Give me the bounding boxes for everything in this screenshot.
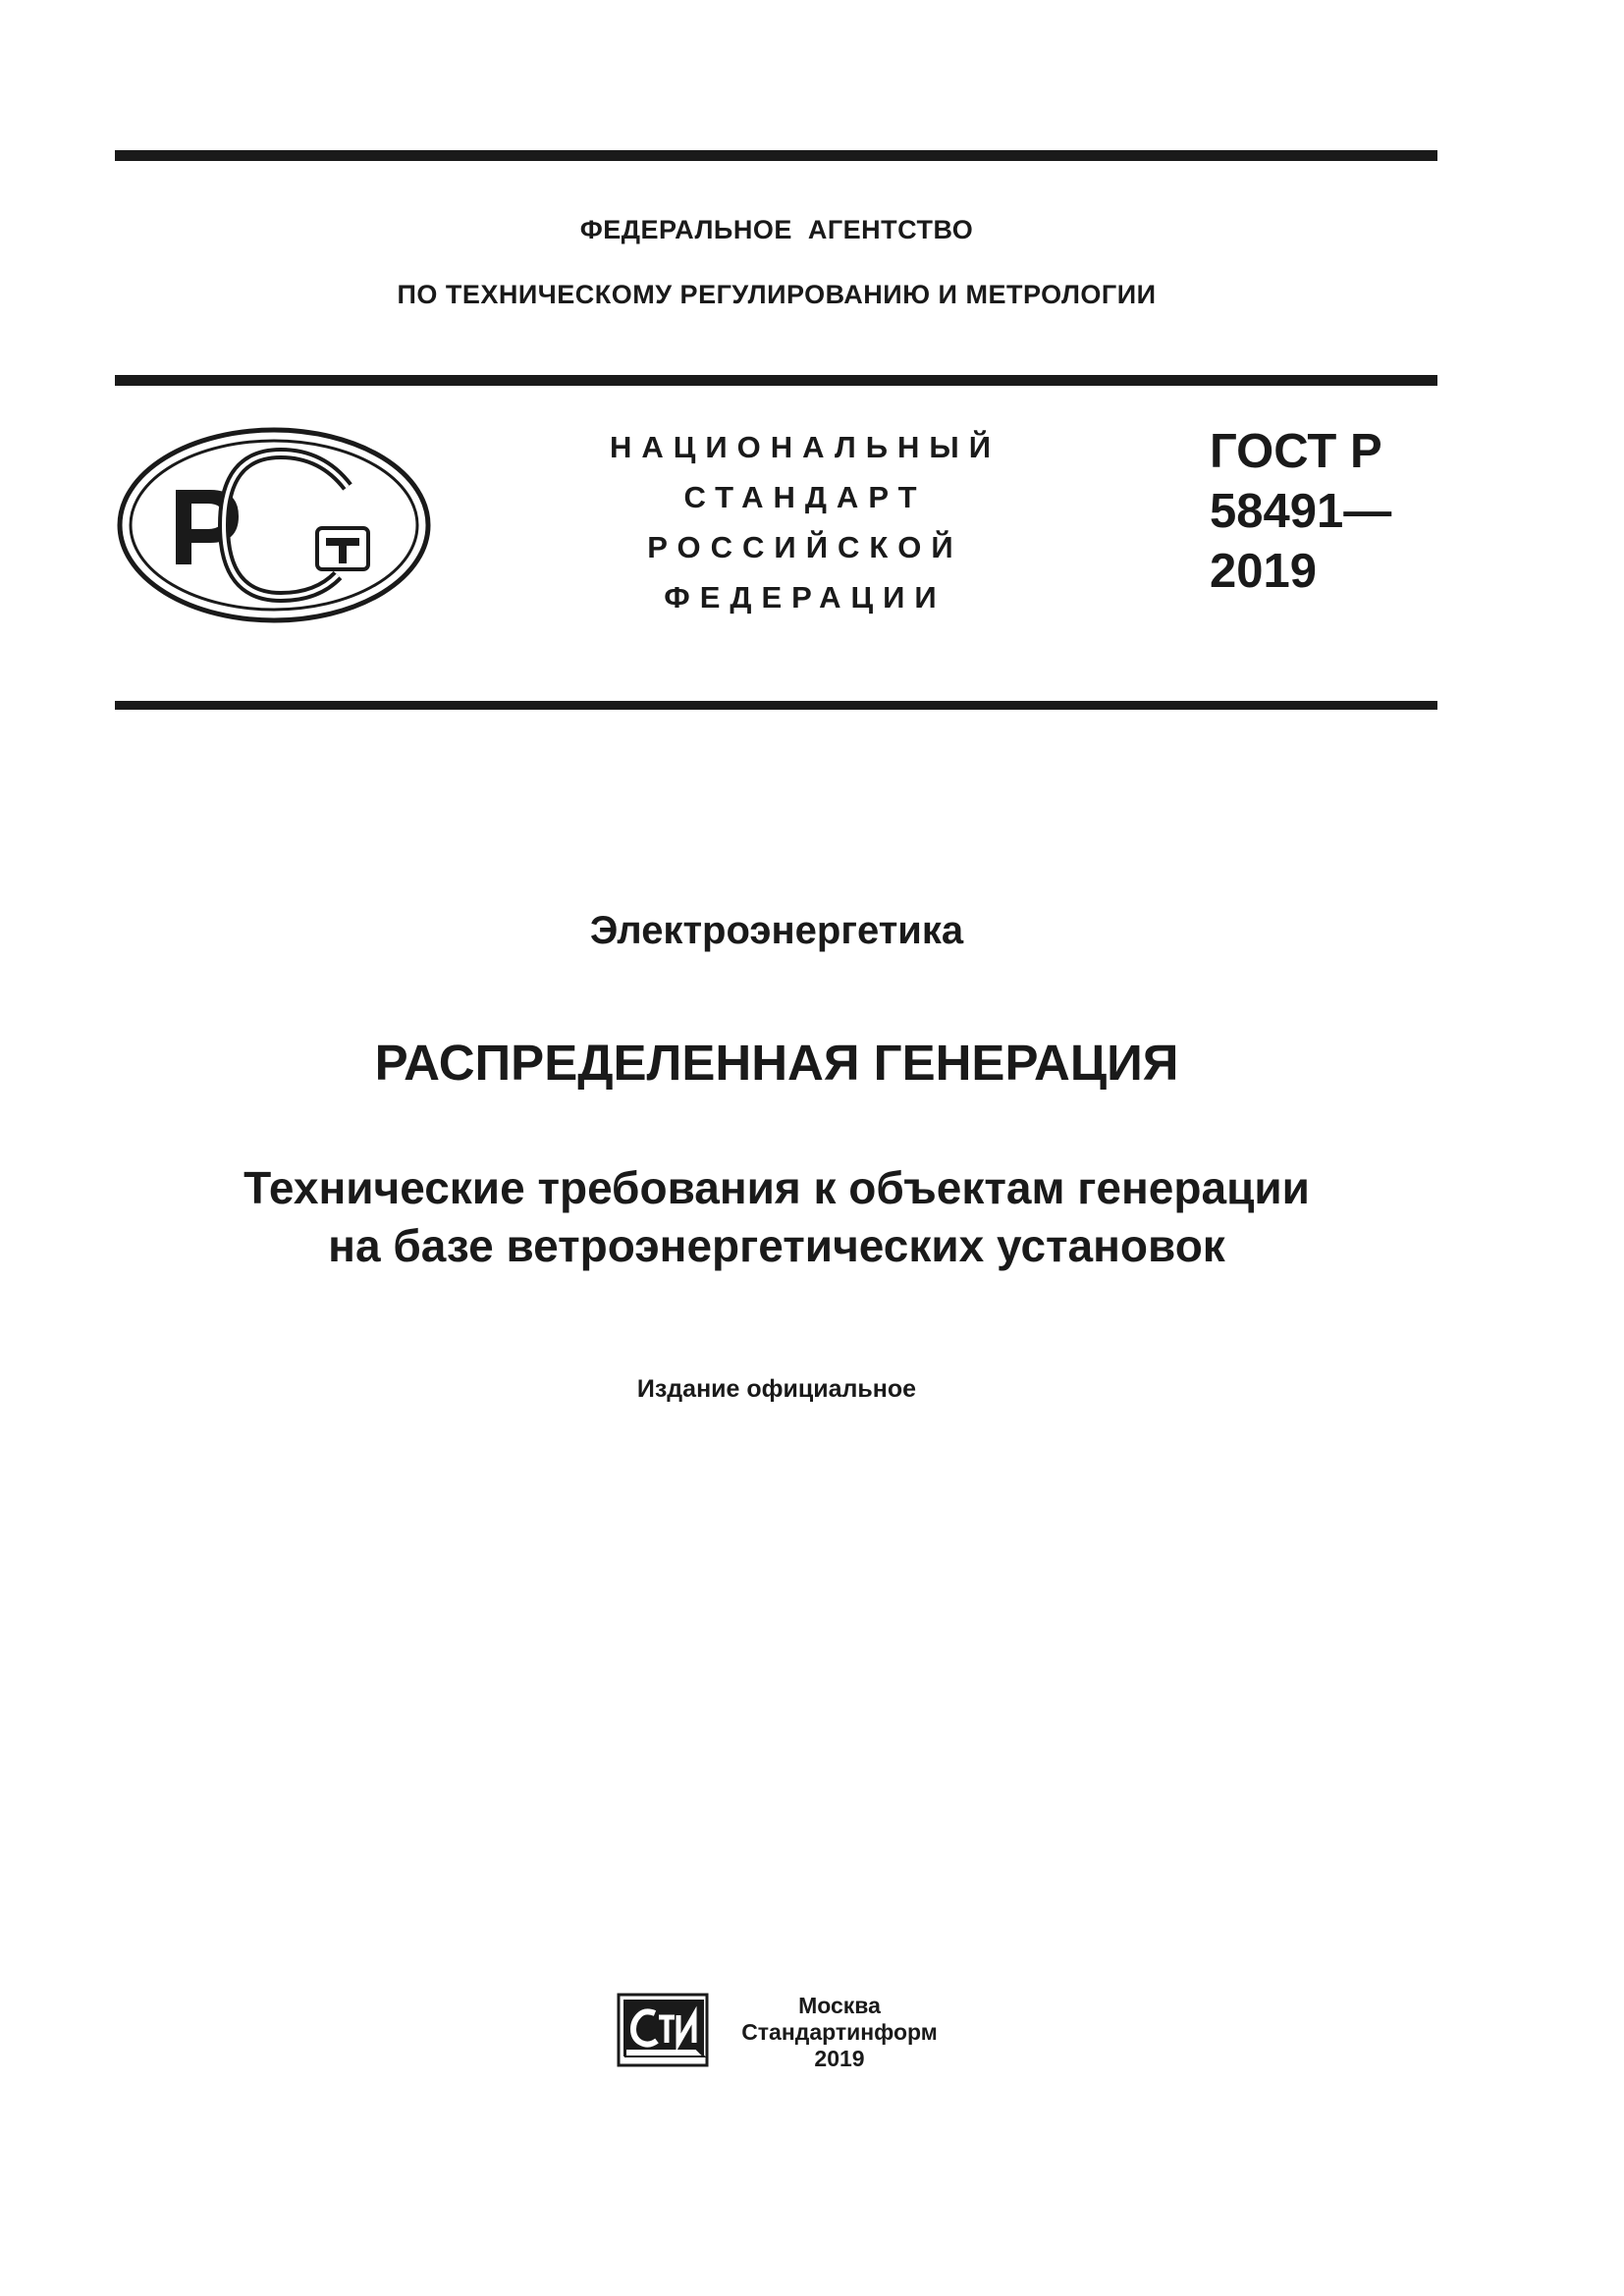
edition-label: Издание официальное [636,1375,917,1403]
document-subtitle [0,1159,1553,1275]
rst-certification-logo-icon [116,426,432,624]
top-rule [115,150,1437,161]
subtitle-line-1: Технические требования к объектам генерации [244,1162,1310,1213]
standartinform-logo-icon [616,1992,710,2068]
agency-line-1: ФЕДЕРАЛЬНОЕ АГЕНТСТВО [579,215,974,244]
gost-designation [1210,422,1391,602]
middle-rule [115,375,1437,386]
gost-line-2: 58491— [1210,485,1392,538]
publisher-city: Москва [798,1993,881,2018]
subtitle-line-2: на базе ветроэнергетических установок [328,1220,1225,1271]
document-title: РАСПРЕДЕЛЕННАЯ ГЕНЕРАЦИЯ [374,1035,1179,1091]
national-standard-label [560,422,1051,622]
national-line-3: РОССИЙСКОЙ [647,530,963,564]
publisher-block [727,1993,952,2072]
gost-line-1: ГОСТ Р [1210,425,1382,478]
gost-line-3: 2019 [1210,545,1318,598]
publisher-year: 2019 [814,2046,865,2071]
lower-rule [115,701,1437,710]
agency-line-2: ПО ТЕХНИЧЕСКОМУ РЕГУЛИРОВАНИЮ И МЕТРОЛОГИИ [397,280,1157,309]
national-line-4: ФЕДЕРАЦИИ [664,580,947,614]
subject-heading: Электроэнергетика [589,909,964,952]
publisher-name: Стандартинформ [741,2019,938,2045]
national-line-2: СТАНДАРТ [683,480,927,514]
national-line-1: НАЦИОНАЛЬНЫЙ [609,430,1001,464]
